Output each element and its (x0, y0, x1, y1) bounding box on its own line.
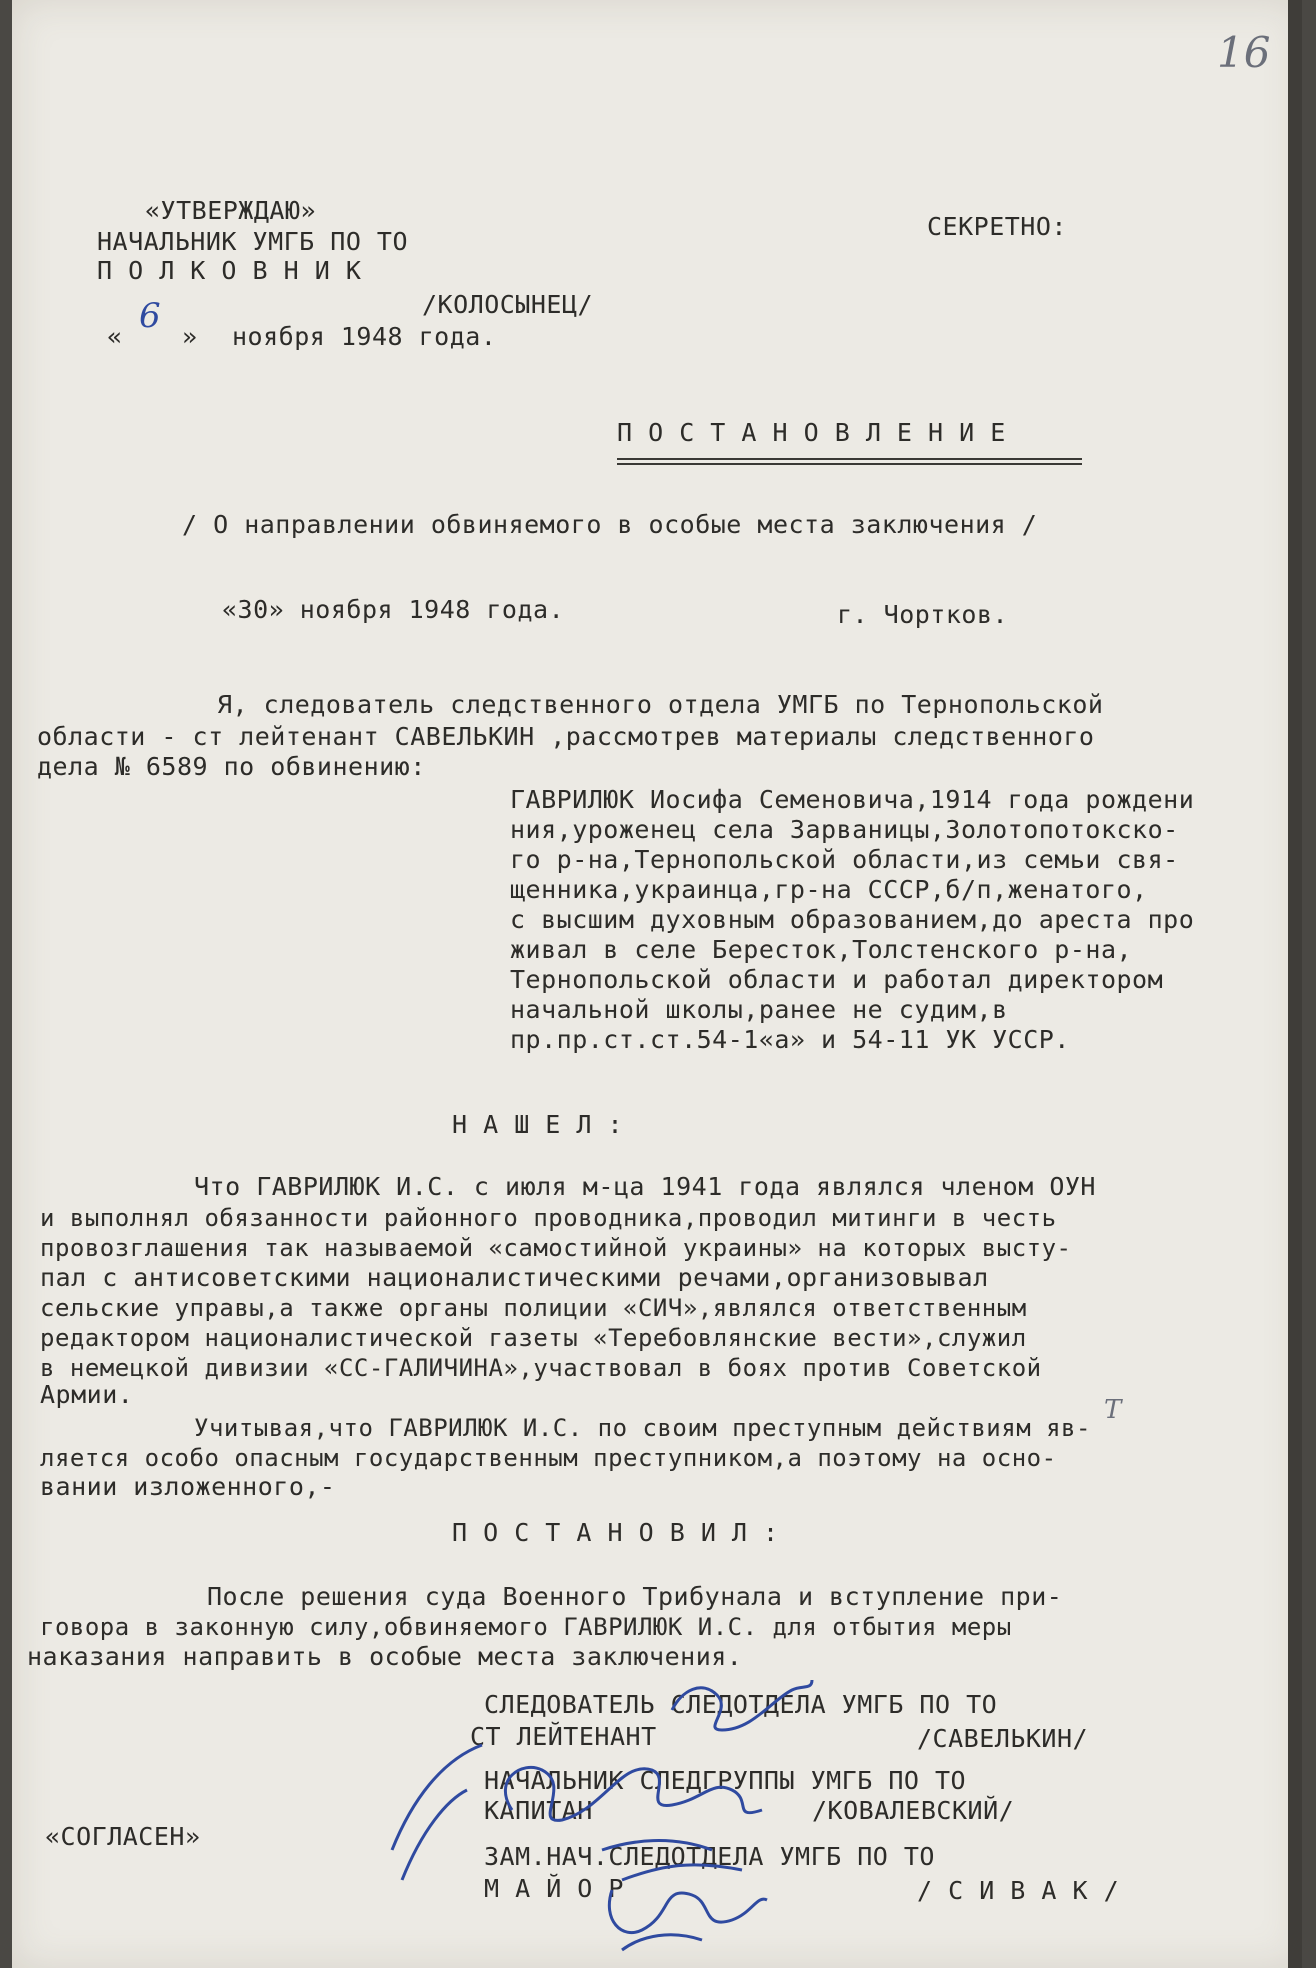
intro-line-2: области - ст лейтенант САВЕЛЬКИН ,рассмотрев материалы следственного (37, 722, 1095, 751)
signature-scrawl-5 (609, 1890, 767, 1950)
decision-line-1: После решения суда Военного Трибунала и вступление при- (207, 1582, 1063, 1611)
decided-heading: П О С Т А Н О В И Л : (452, 1518, 779, 1547)
found-line-1: Что ГАВРИЛЮК И.С. с июля м-ца 1941 года являлся членом ОУН (194, 1172, 1096, 1201)
considering-line-3: вании изложенного,- (40, 1472, 336, 1501)
page-edge (1288, 0, 1302, 1968)
date-line: «30» ноября 1948 года. (222, 595, 565, 624)
found-line-5: сельские управы,а также органы полиции «СИЧ»,являлся ответственным (40, 1294, 1027, 1322)
accused-line-9: пр.пр.ст.ст.54-1«а» и 54-11 УК УССР. (510, 1025, 1070, 1054)
signature-scrawl-4 (602, 1841, 742, 1880)
approval-stamp: «УТВЕРЖДАЮ» (145, 196, 317, 225)
accused-line-1: ГАВРИЛЮК Иосифа Семеновича,1914 года рождени (510, 785, 1195, 814)
accused-line-2: ния,уроженец села Зарваницы,Золотопотокско- (510, 815, 1179, 844)
agreed-label: «СОГЛАСЕН» (45, 1822, 201, 1851)
considering-line-2: ляется особо опасным государственным преступником,а поэтому на осно- (40, 1444, 1057, 1472)
signature-2-rank: КАПИТАН (484, 1796, 593, 1825)
approval-date-day: 6 (139, 296, 161, 336)
document-title: П О С Т А Н О В Л Е Н И Е (617, 418, 1006, 447)
accused-line-5: с высшим духовным образованием,до ареста про (510, 905, 1195, 934)
approval-date-quote-open: « (107, 322, 123, 351)
place: г. Чортков. (837, 600, 1009, 629)
accused-line-6: живал в селе Бересток,Толстенского р-на, (510, 935, 1133, 964)
approval-date-quote-close: » (182, 322, 198, 351)
signature-2-name: /КОВАЛЕВСКИЙ/ (812, 1796, 1015, 1825)
page-number: 16 (1217, 28, 1271, 77)
approval-date: ноября 1948 года. (232, 322, 497, 351)
document-subtitle: / О направлении обвиняемого в особые места заключения / (182, 510, 1038, 539)
handwritten-signatures (372, 1650, 932, 1968)
signature-1-title: СЛЕДОВАТЕЛЬ СЛЕДОТДЕЛА УМГБ ПО ТО (484, 1690, 998, 1719)
decision-line-2: говора в законную силу,обвиняемого ГАВРИЛЮК И.С. для отбытия меры (40, 1613, 1012, 1641)
found-line-6: редактором националистической газеты «Теребовлянские вести»,служил (40, 1324, 1027, 1352)
signature-3-rank: М А Й О Р (484, 1874, 624, 1903)
considering-line-1: Учитывая,что ГАВРИЛЮК И.С. по своим преступным действиям яв- (194, 1414, 1091, 1442)
accused-line-3: го р-на,Тернопольской области,из семьи свя- (510, 845, 1179, 874)
handwritten-mark: Т (1104, 1395, 1122, 1425)
signature-scrawl-1 (392, 1745, 482, 1880)
decision-line-3: наказания направить в особые места заключения. (27, 1642, 743, 1671)
found-line-8: Армии. (40, 1380, 134, 1409)
classification: СЕКРЕТНО: (927, 212, 1067, 241)
signature-1-name: /САВЕЛЬКИН/ (917, 1724, 1089, 1753)
signature-3-title: ЗАМ.НАЧ.СЛЕДОТДЕЛА УМГБ ПО ТО (484, 1842, 935, 1871)
found-line-7: в немецкой дивизии «СС-ГАЛИЧИНА»,участвовал в боях против Советской (40, 1354, 1042, 1382)
signature-2-title: НАЧАЛЬНИК СЛЕДГРУППЫ УМГБ ПО ТО (484, 1766, 967, 1795)
accused-line-4: щенника,украинца,гр-на СССР,б/п,женатого, (510, 875, 1148, 904)
intro-line-3: дела № 6589 по обвинению: (37, 752, 426, 781)
intro-line-1: Я, следователь следственного отдела УМГБ по Тернопольской (217, 690, 1104, 719)
signature-1-rank: СТ ЛЕЙТЕНАНТ (470, 1722, 657, 1751)
accused-line-7: Тернопольской области и работал директором (510, 965, 1164, 994)
approval-line1: НАЧАЛЬНИК УМГБ ПО ТО (97, 227, 409, 256)
found-line-3: провозглашения так называемой «самостийной украины» на которых высту- (40, 1234, 1072, 1262)
title-underline (617, 458, 1082, 465)
accused-line-8: начальной школы,ранее не судим,в (510, 995, 1008, 1024)
approval-name: /КОЛОСЫНЕЦ/ (422, 290, 594, 319)
signature-3-name: / С И В А К / (917, 1876, 1120, 1905)
approval-line2: П О Л К О В Н И К (97, 256, 362, 285)
found-line-4: пал с антисоветскими националистическими речами,организовывал (40, 1263, 989, 1292)
found-heading: Н А Ш Е Л : (452, 1110, 624, 1139)
signature-scrawl-2 (505, 1767, 762, 1820)
signature-scrawl-3 (672, 1680, 812, 1730)
found-line-2: и выполнял обязанности районного проводника,проводил митинги в честь (40, 1204, 1057, 1232)
document-page (12, 0, 1302, 1968)
